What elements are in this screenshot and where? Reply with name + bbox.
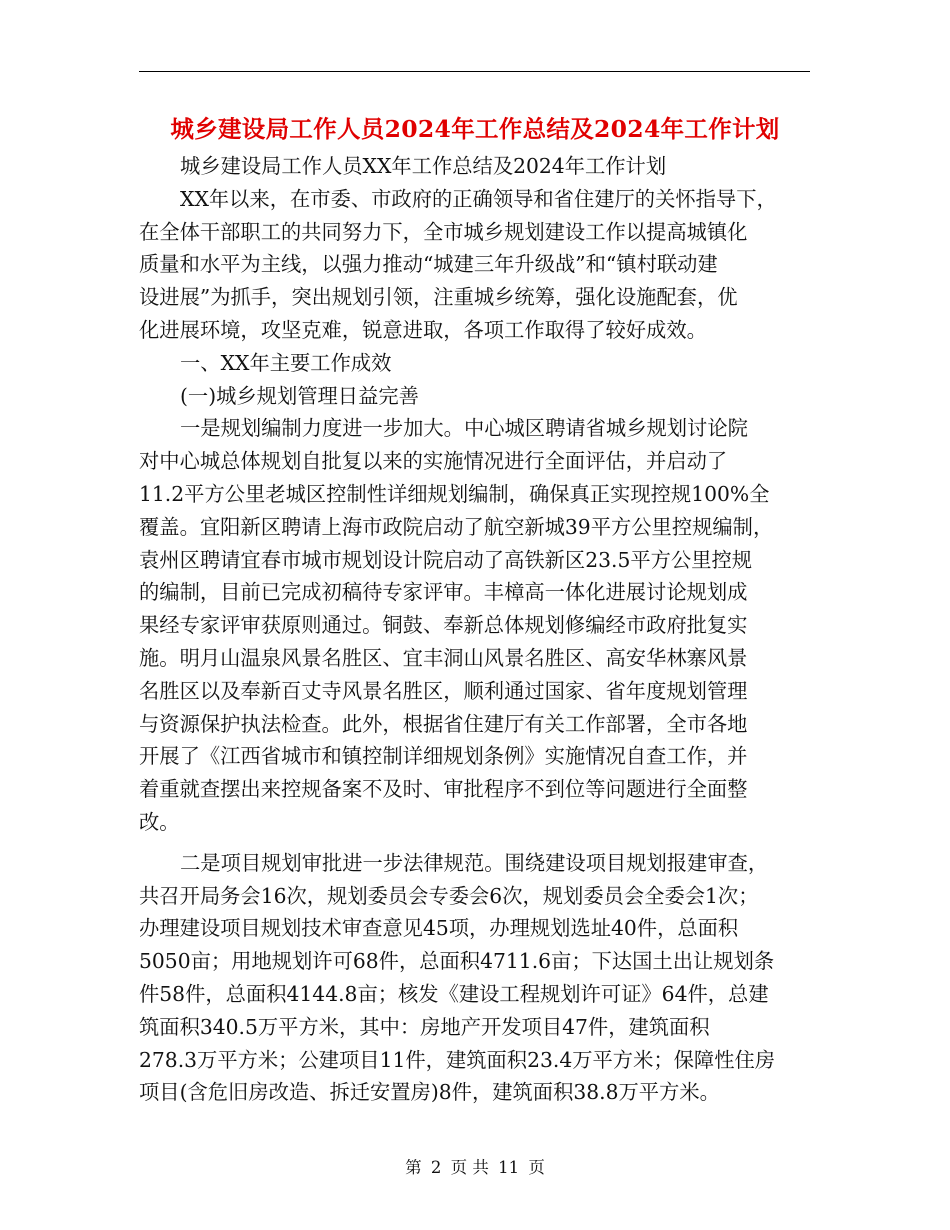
text-line: 果经专家评审获原则通过。铜鼓、奉新总体规划修编经市政府批复实 xyxy=(139,613,748,638)
text-line: 施。明月山温泉风景名胜区、宜丰洞山风景名胜区、高安华林寨风景 xyxy=(139,645,748,670)
text-line: 筑面积340.5万平方米，其中：房地产开发项目47件，建筑面积 xyxy=(139,1014,710,1039)
document-title: 城乡建设局工作人员2024年工作总结及2024年工作计划 xyxy=(170,115,780,143)
footer-total-pages: 11 xyxy=(498,1158,520,1177)
paragraph-gap xyxy=(139,839,815,847)
text-line: 件58件，总面积4144.8亩；核发《建设工程规划许可证》64件，总建 xyxy=(139,981,769,1006)
text-line: 11.2平方公里老城区控制性详细规划编制，确保真正实现控规100%全 xyxy=(139,481,770,506)
text-line: 的编制，目前已完成初稿待专家评审。丰樟高一体化进展讨论规划成 xyxy=(139,580,748,605)
footer-suffix: 页 xyxy=(528,1158,545,1177)
text-line: 着重就查摆出来控规备案不及时、审批程序不到位等问题进行全面整 xyxy=(139,777,748,802)
text-line: 项目(含危旧房改造、拆迁安置房)8件，建筑面积38.8万平方米。 xyxy=(139,1080,720,1105)
text-line: 办理建设项目规划技术审查意见45项，办理规划选址40件，总面积 xyxy=(139,916,739,941)
footer-page-number: 2 xyxy=(430,1158,442,1177)
text-line: 名胜区以及奉新百丈寺风景名胜区，顺利通过国家、省年度规划管理 xyxy=(139,678,748,703)
text-line: 一是规划编制力度进一步加大。中心城区聘请省城乡规划讨论院 xyxy=(180,416,748,441)
text-line: 一、XX年主要工作成效 xyxy=(180,350,392,375)
text-line: 与资源保护执法检查。此外，根据省住建厅有关工作部署，全市各地 xyxy=(139,711,748,736)
text-line: 278.3万平方米；公建项目11件，建筑面积23.4万平方米；保障性住房 xyxy=(139,1047,776,1072)
text-line: 设进展”为抓手，突出规划引领，注重城乡统筹，强化设施配套，优 xyxy=(139,285,738,310)
text-line: 化进展环境，攻坚克难，锐意进取，各项工作取得了较好成效。 xyxy=(139,317,707,342)
footer-prefix: 第 xyxy=(405,1158,422,1177)
text-line: 覆盖。宜阳新区聘请上海市政院启动了航空新城39平方公里控规编制， xyxy=(139,514,774,539)
text-line: 在全体干部职工的共同努力下，全市城乡规划建设工作以提高城镇化 xyxy=(139,219,748,244)
text-line: 质量和水平为主线，以强力推动“城建三年升级战”和“镇村联动建 xyxy=(139,252,718,277)
text-line: 改。 xyxy=(139,809,180,834)
footer-middle: 页 共 xyxy=(450,1158,489,1177)
text-line: XX年以来，在市委、市政府的正确领导和省住建厅的关怀指导下， xyxy=(180,186,777,211)
text-line: 城乡建设局工作人员XX年工作总结及2024年工作计划 xyxy=(180,154,667,178)
document-body xyxy=(139,150,815,1109)
text-line: 共召开局务会16次，规划委员会专委会6次，规划委员会全委会1次； xyxy=(139,883,759,908)
page-footer xyxy=(0,1154,950,1178)
text-line: 二是项目规划审批进一步法律规范。围绕建设项目规划报建审查， xyxy=(180,850,769,875)
text-line: 开展了《江西省城市和镇控制详细规划条例》实施情况自查工作，并 xyxy=(139,744,748,769)
text-line: 5050亩；用地规划许可68件，总面积4711.6亩；下达国土出让规划条 xyxy=(139,949,775,974)
text-line: 对中心城总体规划自批复以来的实施情况进行全面评估，并启动了 xyxy=(139,449,728,474)
text-line: (一)城乡规划管理日益完善 xyxy=(180,383,419,408)
text-line: 袁州区聘请宜春市城市规划设计院启动了高铁新区23.5平方公里控规 xyxy=(139,547,753,572)
header-rule xyxy=(139,71,810,72)
